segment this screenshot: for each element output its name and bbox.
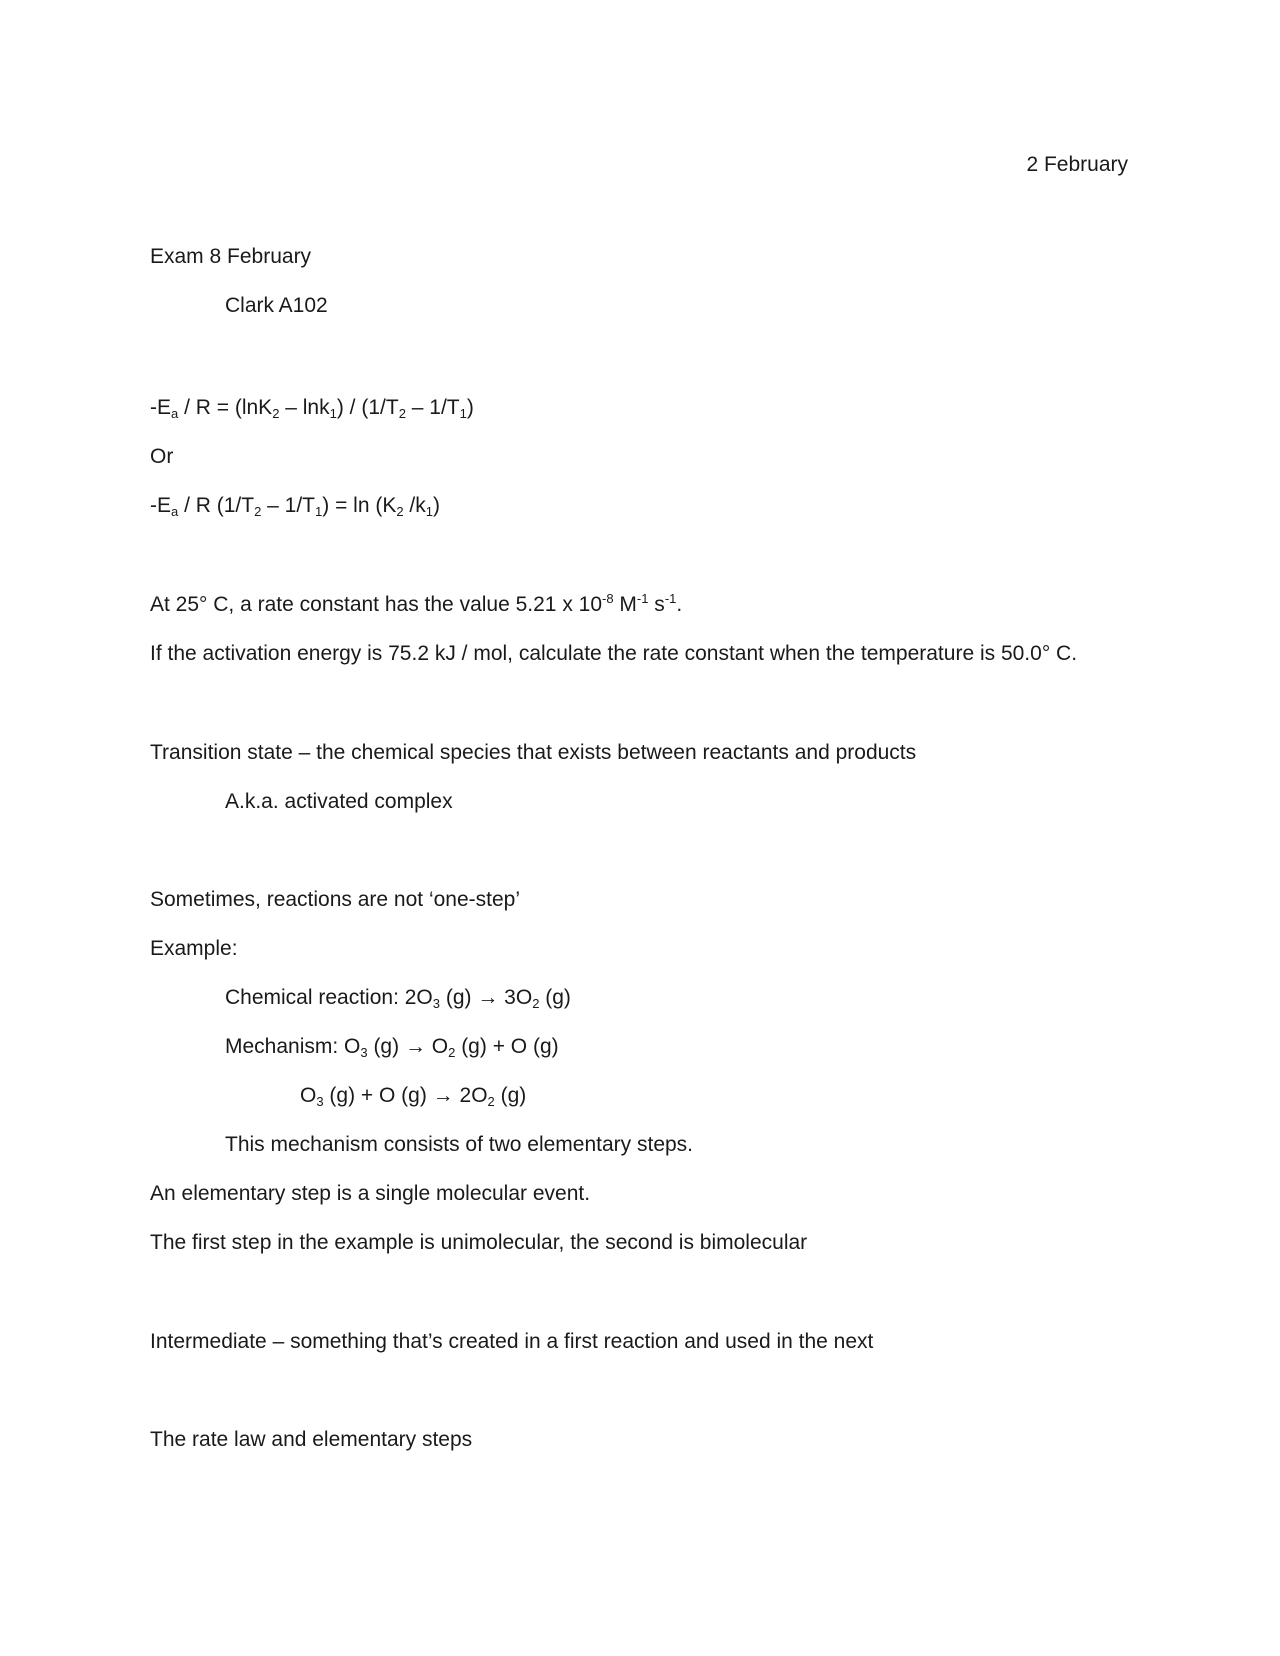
eq2-part: – 1/T	[261, 494, 316, 517]
intermediate-definition: Intermediate – something that’s created in a first reaction and used in the next	[150, 1330, 874, 1353]
eq1-part: – 1/T	[405, 396, 460, 419]
problem1-part: .	[676, 593, 683, 616]
reaction-part: Chemical reaction: 2O	[225, 986, 433, 1009]
mechanism1-sub: 3	[360, 1045, 368, 1060]
problem1-sup: -1	[664, 591, 677, 606]
exam-title: Exam 8 February	[150, 245, 312, 268]
transition-state-definition: Transition state – the chemical species that exists between reactants and products	[150, 741, 917, 764]
elementary-step-definition: An elementary step is a single molecular event.	[150, 1182, 591, 1205]
eq2-sub: 2	[396, 504, 404, 519]
exam-location: Clark A102	[225, 294, 328, 317]
problem-statement-1	[150, 592, 682, 618]
eq2-sub: 1	[425, 504, 433, 519]
mechanism1-part: (g) → O	[367, 1035, 449, 1058]
example-label: Example:	[150, 937, 238, 960]
reaction-part: (g)	[539, 986, 571, 1009]
problem1-sup: -8	[602, 591, 614, 606]
eq2-sub: 1	[315, 504, 323, 519]
mechanism-step-1	[225, 1034, 559, 1060]
mechanism2-part: (g) + O (g) → 2O	[323, 1084, 488, 1107]
eq1-part: -E	[150, 396, 171, 419]
rate-law-heading: The rate law and elementary steps	[150, 1428, 473, 1451]
problem1-part: s	[648, 593, 665, 616]
mechanism2-part: O	[300, 1084, 317, 1107]
problem1-part: At 25° C, a rate constant has the value 5.21 x 10	[150, 593, 603, 616]
mechanism2-part: (g)	[494, 1084, 527, 1107]
reaction-part: (g) → 3O	[440, 986, 533, 1009]
eq2-sub: 2	[254, 504, 262, 519]
problem1-sup: -1	[636, 591, 649, 606]
eq2-part: / R (1/T	[178, 494, 255, 517]
or-text: Or	[150, 445, 174, 468]
page-date: 2 February	[1026, 153, 1128, 176]
mechanism2-sub: 3	[316, 1094, 324, 1109]
eq2-sub: a	[171, 504, 179, 519]
eq2-part: -E	[150, 494, 171, 517]
eq2-part: ) = ln (K	[322, 494, 397, 517]
mechanism2-sub: 2	[487, 1094, 495, 1109]
eq1-part: – lnk	[279, 396, 330, 419]
eq2-part: )	[433, 494, 440, 517]
eq1-sub: 2	[398, 406, 406, 421]
eq1-part: / R = (lnK	[178, 396, 273, 419]
mechanism1-part: Mechanism: O	[225, 1035, 361, 1058]
problem1-part: M	[613, 593, 637, 616]
reaction-sub: 3	[432, 996, 440, 1011]
reaction-sub: 2	[532, 996, 540, 1011]
eq2-part: /k	[403, 494, 426, 517]
eq1-sub: 1	[459, 406, 467, 421]
activated-complex-note: A.k.a. activated complex	[225, 790, 453, 813]
eq1-sub: 1	[329, 406, 337, 421]
mechanism1-sub: 2	[448, 1045, 456, 1060]
mechanism-step-2	[300, 1083, 526, 1109]
multi-step-note: Sometimes, reactions are not ‘one-step’	[150, 888, 521, 911]
mechanism1-part: (g) + O (g)	[455, 1035, 559, 1058]
problem-statement-2: If the activation energy is 75.2 kJ / mol, calculate the rate constant when the temperature is 50.0° C.	[150, 642, 1078, 665]
eq1-sub: 2	[272, 406, 280, 421]
chemical-reaction	[225, 985, 571, 1011]
equation-2	[150, 493, 440, 519]
eq1-part: ) / (1/T	[336, 396, 399, 419]
eq1-sub: a	[171, 406, 179, 421]
molecularity-note: The first step in the example is unimolecular, the second is bimolecular	[150, 1231, 808, 1254]
eq1-part: )	[466, 396, 474, 419]
equation-1	[150, 395, 474, 421]
mechanism-note: This mechanism consists of two elementary steps.	[225, 1133, 694, 1156]
